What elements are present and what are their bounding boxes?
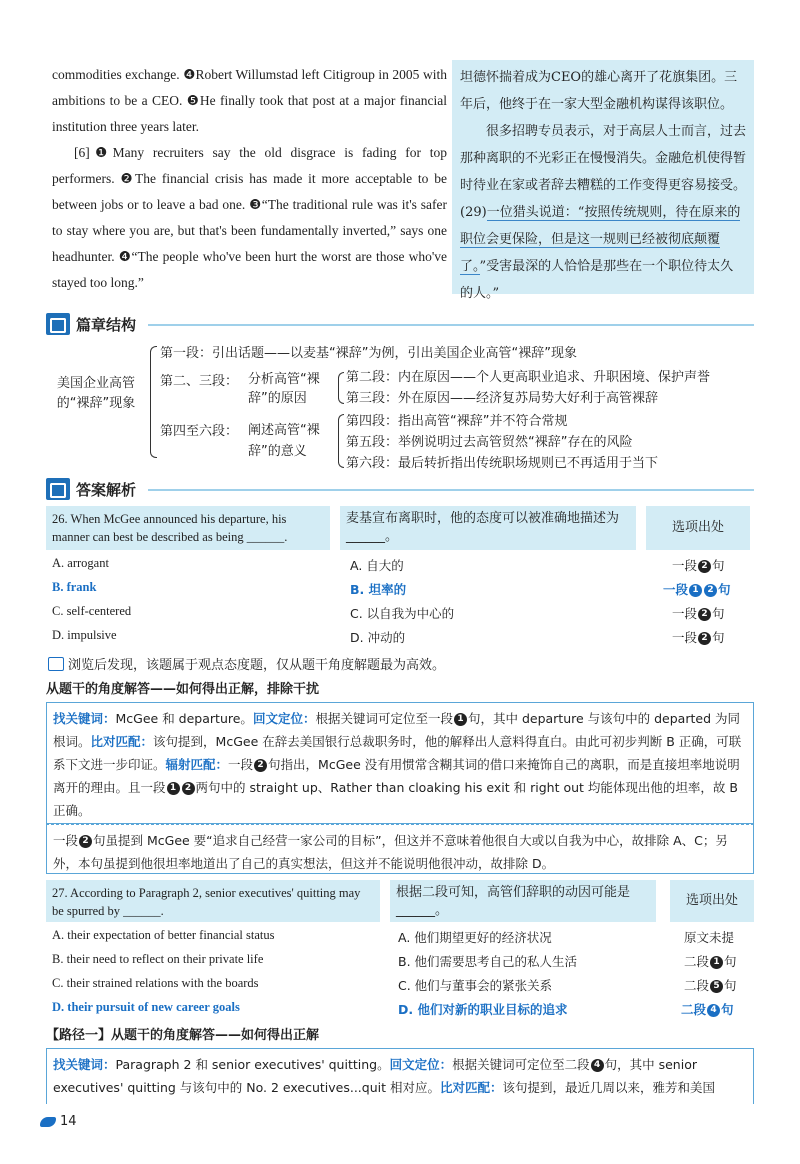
q27-header: [46, 880, 754, 922]
brace: [150, 346, 157, 458]
brace: [338, 372, 344, 404]
structure-root: 美国企业高管的“裸辞”现象: [56, 376, 136, 411]
structure-seg2-label: 第二、三段：: [160, 374, 239, 389]
q26-header: [46, 506, 750, 550]
q27-option-b: B. their need to reflect on their private life: [52, 952, 264, 966]
q26-option-d: D. impulsive: [52, 628, 117, 642]
q26-exclusion-box: 一段 2 句虽提到 McGee 要“追求自己经营一家公司的目标”，但这并不意味着他很自大或以自我为中心，故排除 A、C；另外，本句虽提到他很坦率地道出了自己的真实想法，但这并不能说明他很冲动，故排除 D。: [46, 824, 754, 874]
book-icon: [46, 478, 70, 500]
translation-underlined: 一位猎头说道：“按照传统规则，待在原来的职位会更保险，但是这一规则已经被彻底颠覆了。: [460, 205, 741, 274]
q26-analysis-box: 找关键词：McGee 和 departure。回文定位：根据关键词可定位至一段 1 句，其中 departure 与该句中的 departed 为同根词。比对匹配：该句提到，McGee 在辞去美国银行总裁职务时，他的解释出人意料得直白。由此可初步判断 B 正确，可联系下文进一步印证。辐射匹配：一段 2 句指出，McGee 没有用惯常含糊其词的借口来掩饰自己的离职，而是直接坦率地说明离开的理由。且一段 1 2 两句中的 straight up、Rather than cloaking his exit 和 right out 均能体现出他的坦率，故 B 正确。: [46, 702, 754, 824]
structure-seg3-c: 第六段：最后转折指出传统职场规则已不再适用于当下: [346, 456, 659, 471]
q26-source-header: 选项出处: [646, 506, 750, 550]
structure-seg3-b: 第五段：举例说明过去高管贸然“裸辞”存在的风险: [346, 435, 633, 450]
q26-subhead: 从题干的角度解答——如何得出正解，排除干扰: [46, 682, 320, 697]
q27-option-a: A. their expectation of better financial status: [52, 928, 275, 942]
q27-subhead: 【路径一】从题干的角度解答——如何得出正解: [46, 1028, 320, 1043]
q26-option-b-cn: B. 坦率的: [350, 582, 407, 597]
translation-box: [452, 60, 754, 301]
page-footer: [40, 1114, 77, 1129]
q27-stem-cn: 根据二段可知，高管们辞职的动因可能是______。: [390, 880, 656, 922]
structure-heading: 篇章结构: [46, 312, 136, 336]
q27-option-d: D. their pursuit of new career goals: [52, 1000, 240, 1014]
translation-paragraph-2: 很多招聘专员表示，对于高层人士而言，过去那种离职的不光彩正在慢慢消失。金融危机使得暂时待业在家或者辞去糟糕的工作变得更容易接受。(29)一位猎头说道：“按照传统规则，待在原来的职位会更保险，但是这一规则已经被彻底颠覆了。”受害最深的人恰恰是那些在一个职位待太久的人。”: [460, 124, 747, 301]
structure-seg2-a: 第二段：内在原因——个人更高职业追求、升职困境、保护声誉: [346, 370, 711, 385]
q27-option-a-src: 原文未提: [684, 930, 735, 945]
passage-paragraph-6: [6]❶Many recruiters say the old disgrace is fading for top performers. ❷The financial crisis has made it more acceptable to be between jobs or to leave a bad one. ❸“The traditional rule was it's safer to stay where you are, but that's been fundamentally inverted,” says one headhunter. ❹“The people who've been hurt the worst are those who've stayed too long.”: [52, 145, 447, 290]
leaf-icon: [40, 1117, 56, 1127]
q26-option-a-src: 一段 2 句: [672, 558, 725, 573]
q27-option-d-cn: D. 他们对新的职业目标的追求: [398, 1002, 568, 1017]
book-icon: [46, 313, 70, 335]
q26-tip: 浏览后发现，该题属于观点态度题，仅从题干角度解题最为高效。: [48, 654, 445, 673]
q26-option-c-src: 一段 2 句: [672, 606, 725, 621]
q26-option-c-cn: C. 以自我为中心的: [350, 606, 455, 621]
passage-paragraph-5: commodities exchange. ❹Robert Willumstad left Citigroup in 2005 with ambitions to be a CEO. ❺He finally took that post at a major financial institution three years later.: [52, 67, 447, 134]
structure-seg3-label: 第四至六段：: [160, 424, 239, 439]
divider: [148, 489, 754, 491]
q26-option-a-cn: A. 自大的: [350, 558, 404, 573]
divider: [148, 324, 754, 326]
q27-option-b-cn: B. 他们需要思考自己的私人生活: [398, 954, 578, 969]
q27-analysis-box: 找关键词：Paragraph 2 和 senior executives' quitting。回文定位：根据关键词可定位至二段 4 句，其中 senior executives' quitting 与该句中的 No. 2 executives...quit 相对应。比对匹配：该句提到，最近几周以来，雅芳和美国: [46, 1048, 754, 1104]
q27-option-a-cn: A. 他们期望更好的经济状况: [398, 930, 552, 945]
q27-option-b-src: 二段 1 句: [684, 954, 737, 969]
q27-source-header: 选项出处: [670, 880, 754, 922]
q27-stem-en: 27. According to Paragraph 2, senior executives' quitting may be spurred by ______.: [46, 880, 380, 922]
q27-option-d-src: 二段 4 句: [681, 1002, 734, 1017]
q26-option-c: C. self-centered: [52, 604, 132, 618]
q26-option-b-src: 一段 1 2 句: [663, 582, 731, 597]
q26-stem-en: 26. When McGee announced his departure, his manner can best be described as being ______.: [46, 506, 330, 550]
structure-seg3-a: 第四段：指出高管“裸辞”并不符合常规: [346, 414, 568, 429]
q26-stem-cn: 麦基宣布离职时，他的态度可以被准确地描述为______。: [340, 506, 636, 550]
structure-seg2-b: 第三段：外在原因——经济复苏局势大好利于高管裸辞: [346, 391, 659, 406]
structure-seg3-title: 阐述高管“裸辞”的意义: [248, 423, 320, 459]
translation-paragraph-1: 坦德怀揣着成为CEO的雄心离开了花旗集团。三年后，他终于在一家大型金融机构谋得该职位。: [460, 70, 738, 112]
page-number: 14: [60, 1114, 77, 1129]
pointing-hand-icon: [48, 657, 64, 671]
structure-seg1: 第一段：引出话题——以麦基“裸辞”为例，引出美国企业高管“裸辞”现象: [160, 346, 577, 361]
q27-option-c: C. their strained relations with the boards: [52, 976, 259, 990]
q27-option-c-src: 二段 5 句: [684, 978, 737, 993]
q26-option-a: A. arrogant: [52, 556, 109, 570]
brace: [338, 414, 344, 468]
english-passage: [52, 62, 447, 296]
q26-option-d-cn: D. 冲动的: [350, 630, 406, 645]
structure-seg2-title: 分析高管“裸辞”的原因: [248, 372, 320, 406]
q26-option-d-src: 一段 2 句: [672, 630, 725, 645]
q26-option-b: B. frank: [52, 580, 97, 594]
q27-option-c-cn: C. 他们与董事会的紧张关系: [398, 978, 553, 993]
answers-heading: 答案解析: [46, 477, 136, 501]
